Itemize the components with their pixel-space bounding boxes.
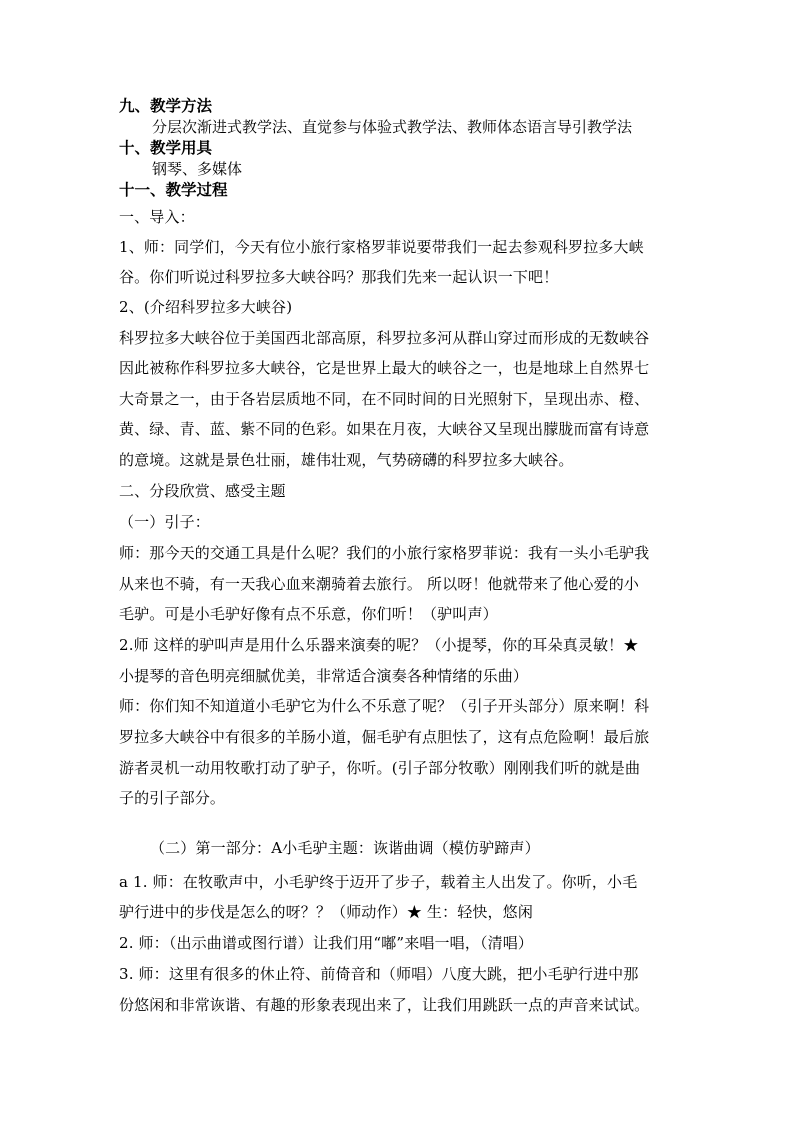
- paragraph-line: 大奇景之一，由于各岩层质地不同，在不同时间的日光照射下，呈现出赤、橙、: [119, 390, 650, 408]
- paragraph-line: 因此被称作科罗拉多大峡谷，它是世界上最大的峡谷之一，也是地球上自然界七: [119, 359, 650, 377]
- paragraph-line: 份悠闲和非常诙谐、有趣的形象表现出来了，让我们用跳跃一点的声音来试试。: [119, 996, 650, 1014]
- paragraph-line: 子的引子部分。: [119, 789, 226, 807]
- paragraph-line: 的意境。这就是景色壮丽，雄伟壮观，气势磅礴的科罗拉多大峡谷。: [119, 451, 574, 469]
- paragraph-line: 师：那今天的交通工具是什么呢？我们的小旅行家格罗菲说：我有一头小毛驴我: [119, 544, 650, 562]
- paragraph-line: 1、师：同学们，今天有位小旅行家格罗菲说要带我们一起去参观科罗拉多大峡: [119, 238, 644, 256]
- subsection-heading: （一）引子：: [119, 513, 210, 531]
- subsection-heading: 二、分段欣赏、感受主题: [119, 482, 286, 500]
- section-10-text: 钢琴、多媒体: [152, 160, 243, 178]
- paragraph-line: 毛驴。可是小毛驴好像有点不乐意，你们听！（驴叫声）: [119, 605, 498, 623]
- paragraph-line: 小提琴的音色明亮细腻优美，非常适合演奏各种情绪的乐曲）: [119, 667, 529, 685]
- paragraph-line: a 1. 师：在牧歌声中，小毛驴终于迈开了步子，载着主人出发了。你听，小毛: [119, 873, 638, 891]
- paragraph-line: 罗拉多大峡谷中有很多的羊肠小道，倔毛驴有点胆怯了，这有点危险啊！最后旅: [119, 728, 650, 746]
- paragraph-line: 科罗拉多大峡谷位于美国西北部高原，科罗拉多河从群山穿过而形成的无数峡谷: [119, 329, 650, 347]
- subsection-heading: （二）第一部分：A小毛驴主题：诙谐曲调（模仿驴蹄声）: [150, 839, 540, 857]
- intro-heading: 一、导入：: [119, 208, 195, 226]
- paragraph-line: 从来也不骑，有一天我心血来潮骑着去旅行。 所以呀！他就带来了他心爱的小: [119, 575, 640, 593]
- paragraph-line: 师：你们知不知道道小毛驴它为什么不乐意了呢？（引子开头部分）原来啊！科: [119, 697, 650, 715]
- paragraph-line: 2.师 这样的驴叫声是用什么乐器来演奏的呢？（小提琴，你的耳朵真灵敏！★: [119, 636, 639, 654]
- paragraph-line: 黄、绿、青、蓝、紫不同的色彩。如果在月夜，大峡谷又呈现出朦胧而富有诗意: [119, 420, 650, 438]
- section-9-heading: 九、教学方法: [119, 96, 213, 115]
- paragraph-line: 2. 师：（出示曲谱或图行谱）让我们用“嘟”来唱一唱，（清唱）: [119, 934, 534, 952]
- paragraph-line: 3. 师：这里有很多的休止符、前倚音和（师唱）八度大跳，把小毛驴行进中那: [119, 965, 639, 983]
- section-9-text: 分层次渐进式教学法、直觉参与体验式教学法、教师体态语言导引教学法: [152, 118, 633, 136]
- paragraph-line: 游者灵机一动用牧歌打动了驴子，你听。(引子部分牧歌）刚刚我们听的就是曲: [119, 759, 641, 777]
- section-10-heading: 十、教学用具: [119, 138, 213, 157]
- paragraph-line: 2、(介绍科罗拉多大峡谷): [119, 298, 293, 316]
- paragraph-line: 驴行进中的步伐是怎么的呀？？（师动作）★ 生：轻快，悠闲: [119, 903, 533, 921]
- section-11-heading: 十一、教学过程: [119, 180, 228, 199]
- paragraph-line: 谷。你们听说过科罗拉多大峡谷吗？那我们先来一起认识一下吧！: [119, 268, 559, 286]
